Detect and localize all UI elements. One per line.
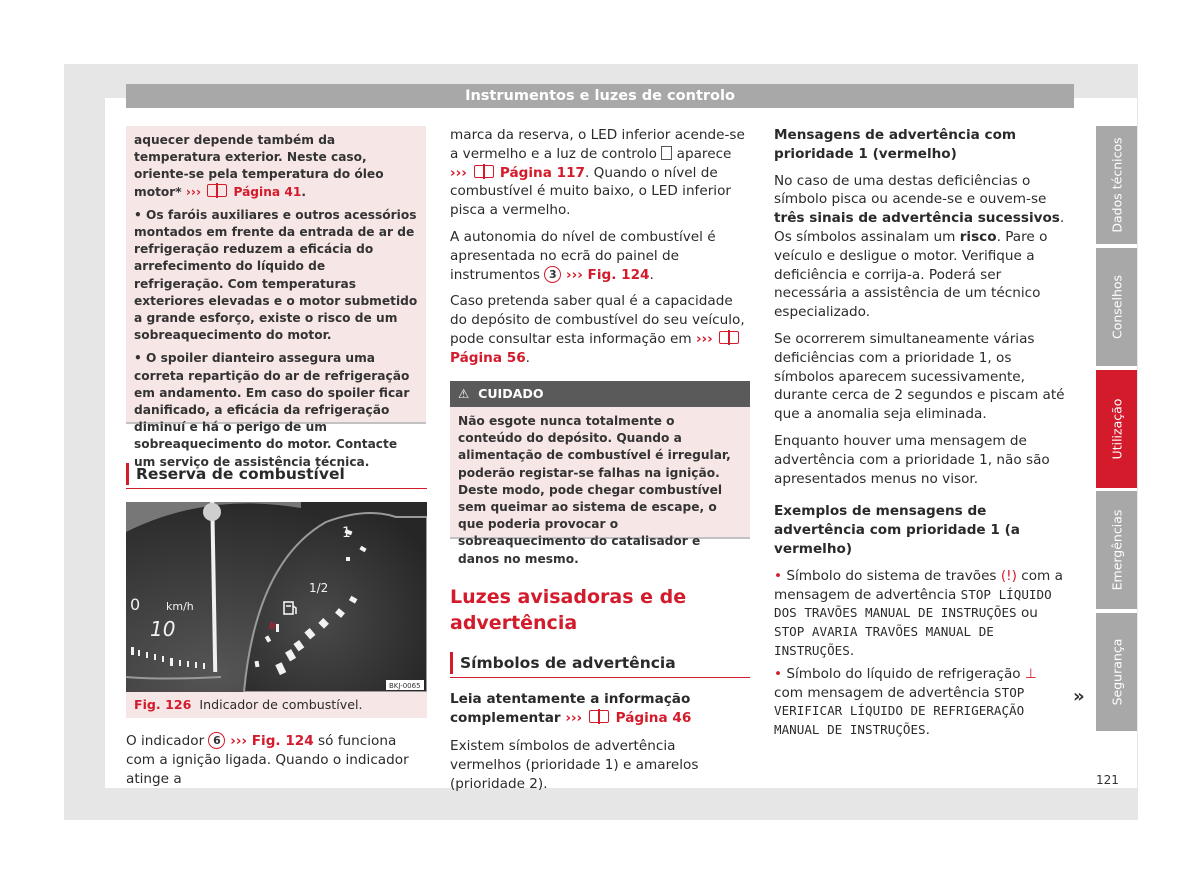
col1-bottom-text: O indicador 6 ››› Fig. 124 só funciona com a ignição ligada. Quando o indicador atinge a <box>126 733 409 787</box>
col2-paragraph-1: marca da reserva, o LED inferior acende-se a vermelho e a luz de controlo aparece ››› Página 117. Quando o nível de combustível é muito baixo, o LED inferior pisca a vermelho. <box>450 127 745 219</box>
speed-zero-label: 0 <box>130 595 141 614</box>
col2-paragraph-3: Caso pretenda saber qual é a capacidade do depósito de combustível do seu veículo, pode consultar esta informação em ››› Página 56. <box>450 293 745 366</box>
col2-paragraph-2: A autonomia do nível de combustível é apresentada no ecrã do painel de instrumentos 3 ››› Fig. 124. <box>450 228 716 283</box>
coolant-warning-icon: ⊥ <box>1024 665 1037 682</box>
caution-header: ⚠ CUIDADO <box>450 381 750 407</box>
tab-utilizacao[interactable]: Utilização <box>1096 370 1137 488</box>
speed-value-label: 10 <box>150 617 176 641</box>
book-icon <box>207 184 227 197</box>
note-box <box>126 126 426 469</box>
col3-text <box>774 126 1070 748</box>
continue-marker: » <box>1073 686 1085 707</box>
col2-text <box>450 126 750 376</box>
col3-paragraph-2: Se ocorrerem simultaneamente várias deficiências com a prioridade 1, os símbolos aparecem sucessivamente, durante cerca de 2 segundos e piscam até que a anomalia seja eliminada. <box>774 330 1065 423</box>
reference-arrow[interactable]: ››› <box>695 330 718 347</box>
tab-seguranca[interactable]: Segurança <box>1096 613 1137 731</box>
fuel-half-label: 1/2 <box>309 581 329 595</box>
tab-conselhos[interactable]: Conselhos <box>1096 248 1137 366</box>
col3-paragraph-1: No caso de uma destas deficiências o símbolo pisca ou acende-se e ouvem-se três sinais de advertência sucessivos. Os símbolos assinalam um risco. Pare o veículo e desligue o motor. Verifique a deficiência e corrija-a. Poderá ser necessária a assistência de um técnico especializado. <box>774 172 1065 321</box>
page-number: 121 <box>1096 773 1119 787</box>
section-rule <box>126 488 427 489</box>
page-link[interactable]: Página 46 <box>615 709 692 726</box>
warning-triangle-icon: ⚠ <box>458 386 470 401</box>
section-rule <box>450 677 750 678</box>
col3-heading-1: Mensagens de advertência com prioridade 1 (vermelho) <box>774 127 1017 162</box>
col3-paragraph-3: Enquanto houver uma mensagem de advertência com a prioridade 1, não são apresentados menus no visor. <box>774 432 1050 487</box>
tab-emergencias[interactable]: Emergências <box>1096 491 1137 609</box>
page-link[interactable]: Página 56 <box>450 349 526 366</box>
book-icon <box>589 710 609 723</box>
caution-body: Não esgote nunca totalmente o conteúdo do depósito. Quando a alimentação de combustível é irregular, poderão registar-se falhas na ignição. Deste modo, pode chegar combustível sem queimar ao sistema de escape, o que poderia provocar o sobreaquecimento do catalisador e danos no mesmo. <box>450 407 750 539</box>
brake-warning-icon: (!) <box>1000 567 1017 584</box>
reference-arrow[interactable]: ››› <box>450 164 472 181</box>
col3-heading-2: Exemplos de mensagens de advertência com prioridade 1 (a vermelho) <box>774 503 1020 557</box>
svg-text:≡: ≡ <box>264 619 280 633</box>
note-paragraph-3: • O spoiler dianteiro assegura uma correta repartição do ar de refrigeração em andamento. Em caso do spoiler ficar danificado, a eficácia da refrigeração diminuí e há o perigo de um sobreaquecimento do motor. Contacte um serviço de assistência técnica. <box>134 351 410 469</box>
speed-unit-label: km/h <box>166 600 194 613</box>
figure-link[interactable]: ››› Fig. 124 <box>561 266 650 283</box>
page-link[interactable]: Página 41 <box>229 184 302 199</box>
lead-text: Leia atentamente a informação complementar ››› Página 46 <box>450 691 692 726</box>
section-title: Luzes avisadoras e de advertência <box>450 586 687 634</box>
fuel-full-label: 1 <box>342 525 351 541</box>
callout-circle: 6 <box>208 732 225 749</box>
book-icon <box>719 331 739 344</box>
gauge-illustration <box>126 502 427 692</box>
note-paragraph-1: aquecer depende também da temperatura exterior. Neste caso, oriente-se pela temperatura do óleo motor* ››› Página 41. <box>134 133 384 199</box>
figure-code: BKJ-0065 <box>389 682 421 690</box>
figure-link[interactable]: ››› Fig. 124 <box>225 733 314 749</box>
book-icon <box>474 165 494 178</box>
subsection-heading: Símbolos de advertência <box>450 652 676 674</box>
col2-paragraph-4: Existem símbolos de advertência vermelhos (prioridade 1) e amarelos (prioridade 2). <box>450 738 699 792</box>
section-heading-reserva: Reserva de combustível <box>126 463 345 485</box>
figure-caption: Fig. 126 Indicador de combustível. <box>126 692 427 718</box>
callout-circle: 3 <box>544 266 561 283</box>
chapter-header: Instrumentos e luzes de controlo <box>126 84 1074 108</box>
reference-arrow[interactable]: ››› <box>565 709 587 726</box>
bullet-brakes: • Símbolo do sistema de travões (!) com a mensagem de advertência STOP LÍQUIDO DOS TRAVÕES MANUAL DE INSTRUÇÕES ou STOP AVARIA TRAVÕES MANUAL DE INSTRUÇÕES. <box>774 567 1063 659</box>
fuel-gauge-figure <box>126 502 427 692</box>
tab-dados-tecnicos[interactable]: Dados técnicos <box>1096 126 1137 244</box>
page-link[interactable]: Página 117 <box>499 164 585 181</box>
fuel-warning-icon <box>661 146 672 160</box>
reference-arrow[interactable]: ››› <box>185 184 201 199</box>
note-paragraph-2: • Os faróis auxiliares e outros acessórios montados em frente da entrada de ar de refrigeração reduzem a eficácia do arrefecimento do líquido de refrigeração. Com temperaturas exteriores elevadas e o motor submetido a grande esforço, existe o risco de um sobreaquecimento do motor. <box>134 207 418 343</box>
bullet-coolant: • Símbolo do líquido de refrigeração ⊥ com mensagem de advertência STOP VERIFICAR LÍQUIDO DE REFRIGERAÇÃO MANUAL DE INSTRUÇÕES. <box>774 665 1037 739</box>
